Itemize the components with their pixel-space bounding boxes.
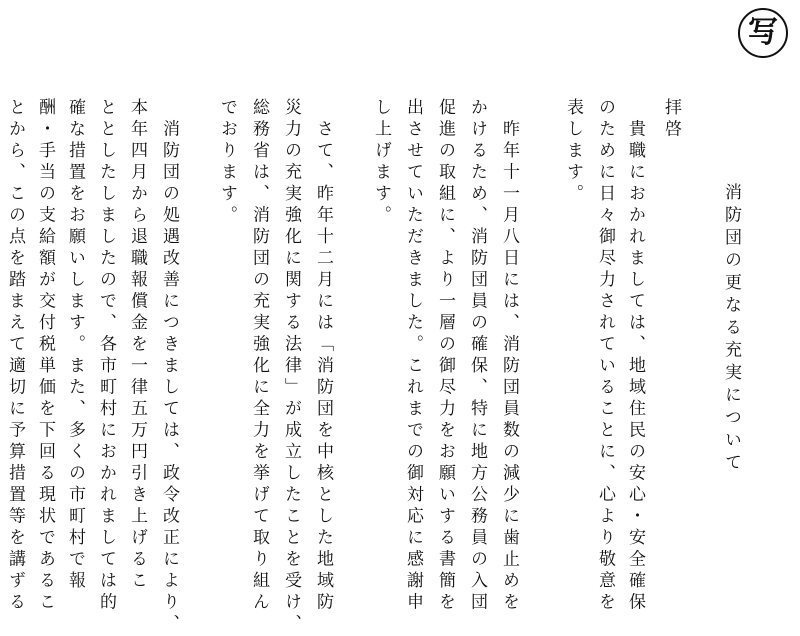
body-line: し上げます。 [371,98,391,227]
body-line: さて、昨年十二月には「消防団を中核とした地域防 [313,98,333,614]
document-title: 消防団の更なる充実について [721,183,741,476]
body-line: 災力の充実強化に関する法律」が成立したことを受け、 [281,98,301,636]
copy-stamp: 写 [738,8,788,58]
body-line: 貴職におかれましては、地域住民の安心・安全確保 [625,98,645,614]
body-line: 促進の取組に、より一層の御尽力をお願いする書簡を [435,98,455,614]
body-line: でおります。 [217,98,237,227]
body-line: 酬・手当の支給額が交付税単価を下回る現状であるこ [35,98,55,614]
body-line: 出させていただきました。これまでの御対応に感謝申 [403,98,423,614]
body-line: 本年四月から退職報償金を一律五万円引き上げるこ [127,98,147,593]
body-line: とから、この点を踏まえて適切に予算措置等を講ずる [5,98,25,614]
body-line: 総務省は、消防団の充実強化に全力を挙げて取り組ん [249,98,269,614]
body-line: 表します。 [563,98,583,206]
body-line: のために日々御尽力されていることに、心より敬意を [595,98,615,614]
body-line: 消防団の処遇改善につきましては、政令改正により、 [159,98,179,636]
body-line: 昨年十一月八日には、消防団員数の減少に歯止めを [499,98,519,614]
body-line: かけるため、消防団員の確保、特に地方公務員の入団 [467,98,487,614]
body-line: ととしたしましたので、各市町村におかれましては的 [96,98,116,614]
greeting: 拝啓 [661,98,681,141]
body-line: 確な措置をお願いします。また、多くの市町村で報 [65,98,85,593]
